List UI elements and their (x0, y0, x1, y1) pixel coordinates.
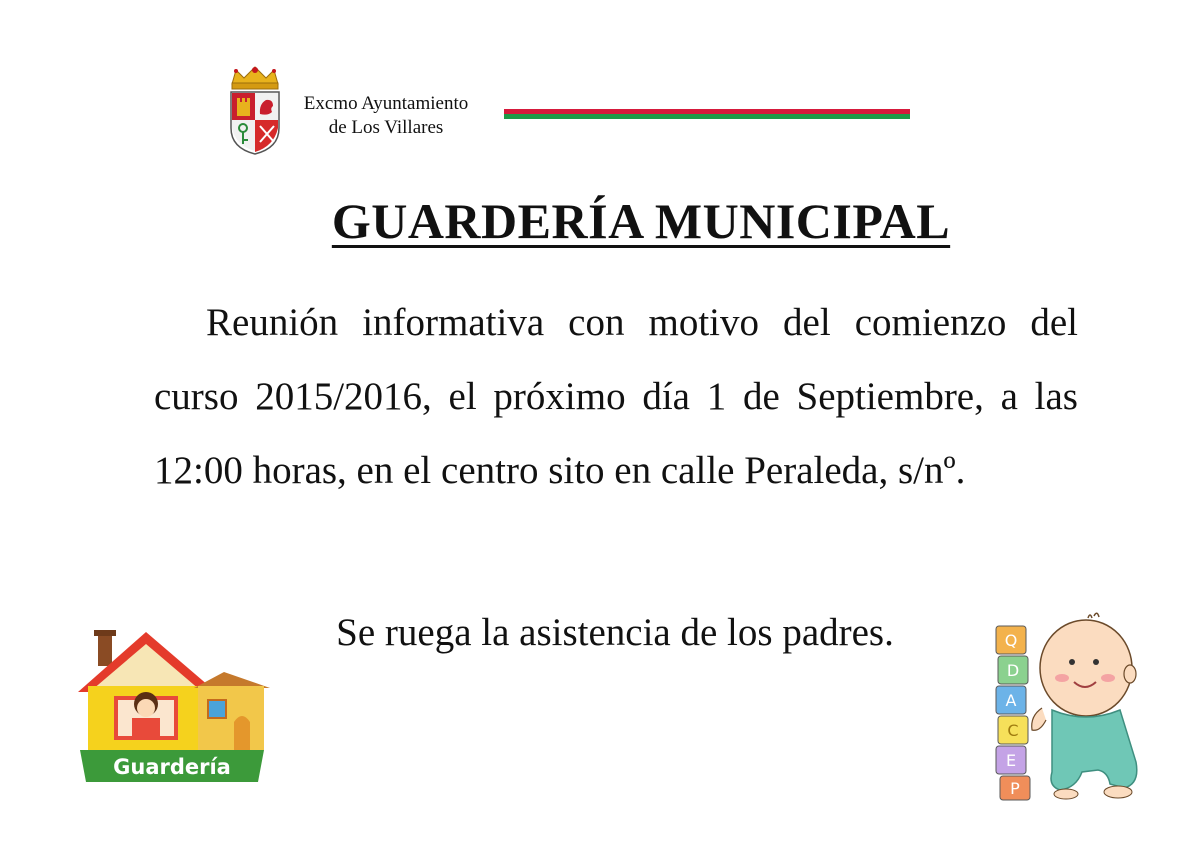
notice-closing: Se ruega la asistencia de los padres. (336, 611, 894, 654)
town-crest-icon (226, 64, 284, 156)
block-letter-6: P (1010, 779, 1020, 798)
block-letter-4: C (1007, 721, 1019, 740)
block-letter-3: A (1005, 691, 1017, 710)
page-title: GUARDERÍA MUNICIPAL (331, 193, 951, 249)
flag-rule (504, 109, 910, 119)
org-line-1: Excmo Ayuntamiento (303, 93, 469, 114)
organization-name (288, 92, 484, 140)
nursery-label: Guardería (113, 755, 231, 779)
rule-green-stripe (504, 114, 910, 119)
baby-blocks-icon (990, 612, 1160, 802)
block-letter-2: D (1006, 661, 1020, 680)
notice-body: Reunión informativa con motivo del comienzo del curso 2015/2016, el próximo día 1 de Septiembre, a las 12:00 horas, en el centro sito en calle Peraleda, s/nº. (154, 301, 1078, 492)
letter-blocks (996, 626, 1030, 800)
block-letter-5: E (1005, 751, 1017, 770)
letterhead (226, 64, 926, 164)
org-line-2: de Los Villares (328, 117, 444, 138)
nursery-house-icon (76, 626, 272, 788)
block-letter-1: Q (1004, 631, 1018, 650)
